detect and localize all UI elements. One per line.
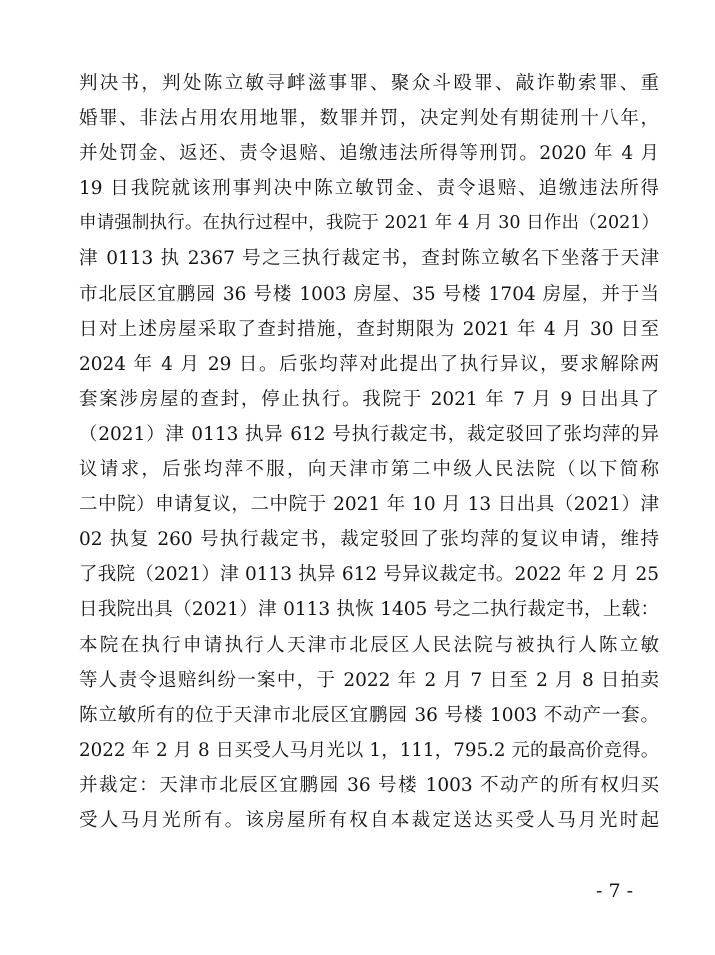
text-line: 并裁定：天津市北辰区宜鹏园 36 号楼 1003 不动产的所有权归买 (79, 774, 659, 796)
text-line: 了我院（2021）津 0113 执异 612 号异议裁定书。2022 年 2 月 25 (79, 564, 659, 586)
text-line: 议请求，后张均萍不服，向天津市第二中级人民法院（以下简称 (79, 459, 659, 481)
text-line: 申请强制执行。在执行过程中，我院于 2021 年 4 月 30 日作出（2021） (79, 213, 659, 234)
text-line: 日我院出具（2021）津 0113 执恢 1405 号之二执行裁定书，上载： (79, 599, 659, 621)
text-line: 二中院）申请复议，二中院于 2021 年 10 月 13 日出具（2021）津 (79, 494, 659, 516)
text-line: 19 日我院就该刑事判决中陈立敏罚金、责令退赔、追缴违法所得 (79, 178, 659, 200)
page-number: - 7 - (596, 880, 634, 902)
text-line: 02 执复 260 号执行裁定书，裁定驳回了张均萍的复议申请，维持 (79, 529, 659, 551)
text-line: 婚罪、非法占用农用地罪，数罪并罚，决定判处有期徒刑十八年， (79, 108, 659, 130)
text-line: 日对上述房屋采取了查封措施，查封期限为 2021 年 4 月 30 日至 (79, 318, 659, 340)
text-line: 本院在执行申请执行人天津市北辰区人民法院与被执行人陈立敏 (79, 634, 659, 656)
body-text (79, 66, 659, 838)
text-line: 受人马月光所有。该房屋所有权自本裁定送达买受人马月光时起 (79, 809, 659, 831)
text-line: 2024 年 4 月 29 日。后张均萍对此提出了执行异议，要求解除两 (79, 353, 659, 375)
text-line: 陈立敏所有的位于天津市北辰区宜鹏园 36 号楼 1003 不动产一套。 (79, 704, 659, 726)
text-line: 套案涉房屋的查封，停止执行。我院于 2021 年 7 月 9 日出具了 (79, 388, 659, 410)
text-line: 2022 年 2 月 8 日买受人马月光以 1，111，795.2 元的最高价竞得。 (79, 739, 659, 761)
text-line: 市北辰区宜鹏园 36 号楼 1003 房屋、35 号楼 1704 房屋，并于当 (79, 283, 659, 305)
text-line: 津 0113 执 2367 号之三执行裁定书，查封陈立敏名下坐落于天津 (79, 248, 659, 270)
text-line: 并处罚金、返还、责令退赔、追缴违法所得等刑罚。2020 年 4 月 (79, 143, 659, 165)
text-line: （2021）津 0113 执异 612 号执行裁定书，裁定驳回了张均萍的异 (79, 423, 659, 445)
text-line: 判决书，判处陈立敏寻衅滋事罪、聚众斗殴罪、敲诈勒索罪、重 (79, 73, 659, 94)
text-line: 等人责令退赔纠纷一案中，于 2022 年 2 月 7 日至 2 月 8 日拍卖 (79, 669, 659, 691)
